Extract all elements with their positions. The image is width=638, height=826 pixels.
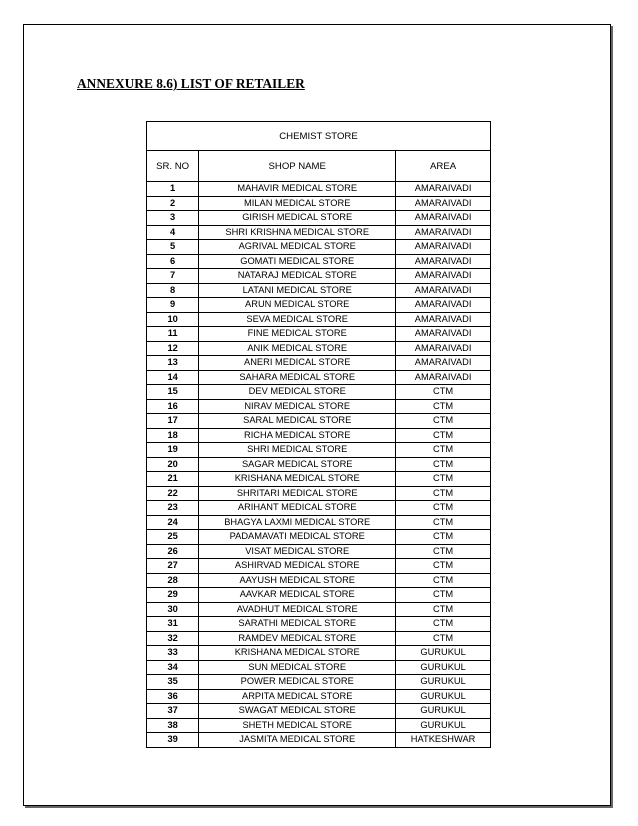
sr-no-cell: 25 bbox=[147, 530, 199, 545]
area-cell: GURUKUL bbox=[396, 660, 491, 675]
table-row bbox=[147, 240, 491, 255]
sr-no-cell: 27 bbox=[147, 559, 199, 574]
area-cell: CTM bbox=[396, 414, 491, 429]
sr-no-cell: 4 bbox=[147, 225, 199, 240]
table-row bbox=[147, 704, 491, 719]
sr-no-cell: 39 bbox=[147, 733, 199, 748]
table-row bbox=[147, 602, 491, 617]
area-cell: AMARAIVADI bbox=[396, 356, 491, 371]
shop-name-cell: SAHARA MEDICAL STORE bbox=[199, 370, 396, 385]
sr-no-cell: 24 bbox=[147, 515, 199, 530]
sr-no-cell: 1 bbox=[147, 182, 199, 197]
table-row bbox=[147, 182, 491, 197]
shop-name-cell: POWER MEDICAL STORE bbox=[199, 675, 396, 690]
shop-name-cell: AVADHUT MEDICAL STORE bbox=[199, 602, 396, 617]
sr-no-cell: 37 bbox=[147, 704, 199, 719]
table-row bbox=[147, 559, 491, 574]
sr-no-cell: 11 bbox=[147, 327, 199, 342]
table-row bbox=[147, 457, 491, 472]
table-header-row bbox=[147, 151, 491, 182]
area-cell: AMARAIVADI bbox=[396, 196, 491, 211]
sr-no-cell: 29 bbox=[147, 588, 199, 603]
table-row bbox=[147, 544, 491, 559]
shop-name-cell: SHRI MEDICAL STORE bbox=[199, 443, 396, 458]
area-cell: AMARAIVADI bbox=[396, 312, 491, 327]
sr-no-cell: 14 bbox=[147, 370, 199, 385]
sr-no-cell: 18 bbox=[147, 428, 199, 443]
sr-no-cell: 3 bbox=[147, 211, 199, 226]
area-cell: AMARAIVADI bbox=[396, 327, 491, 342]
table-row bbox=[147, 588, 491, 603]
sr-no-cell: 8 bbox=[147, 283, 199, 298]
shop-name-cell: SHRITARI MEDICAL STORE bbox=[199, 486, 396, 501]
area-cell: CTM bbox=[396, 385, 491, 400]
shop-name-cell: ARIHANT MEDICAL STORE bbox=[199, 501, 396, 516]
shop-name-cell: NATARAJ MEDICAL STORE bbox=[199, 269, 396, 284]
header-area: AREA bbox=[396, 151, 491, 182]
area-cell: CTM bbox=[396, 617, 491, 632]
table-row bbox=[147, 718, 491, 733]
table-row bbox=[147, 414, 491, 429]
area-cell: CTM bbox=[396, 530, 491, 545]
area-cell: AMARAIVADI bbox=[396, 283, 491, 298]
sr-no-cell: 2 bbox=[147, 196, 199, 211]
shop-name-cell: KRISHANA MEDICAL STORE bbox=[199, 472, 396, 487]
table-row bbox=[147, 501, 491, 516]
table-row bbox=[147, 196, 491, 211]
table-row bbox=[147, 327, 491, 342]
shop-name-cell: JASMITA MEDICAL STORE bbox=[199, 733, 396, 748]
area-cell: AMARAIVADI bbox=[396, 211, 491, 226]
area-cell: CTM bbox=[396, 588, 491, 603]
shop-name-cell: ARPITA MEDICAL STORE bbox=[199, 689, 396, 704]
shop-name-cell: ANIK MEDICAL STORE bbox=[199, 341, 396, 356]
sr-no-cell: 7 bbox=[147, 269, 199, 284]
sr-no-cell: 23 bbox=[147, 501, 199, 516]
table-row bbox=[147, 443, 491, 458]
sr-no-cell: 9 bbox=[147, 298, 199, 313]
header-sr-no: SR. NO bbox=[147, 151, 199, 182]
sr-no-cell: 26 bbox=[147, 544, 199, 559]
area-cell: CTM bbox=[396, 515, 491, 530]
table-row bbox=[147, 341, 491, 356]
header-shop-name: SHOP NAME bbox=[199, 151, 396, 182]
table-row bbox=[147, 385, 491, 400]
sr-no-cell: 32 bbox=[147, 631, 199, 646]
area-cell: CTM bbox=[396, 457, 491, 472]
table-row bbox=[147, 298, 491, 313]
sr-no-cell: 16 bbox=[147, 399, 199, 414]
sr-no-cell: 35 bbox=[147, 675, 199, 690]
shop-name-cell: DEV MEDICAL STORE bbox=[199, 385, 396, 400]
table-row bbox=[147, 646, 491, 661]
table-row bbox=[147, 530, 491, 545]
shop-name-cell: ASHIRVAD MEDICAL STORE bbox=[199, 559, 396, 574]
table-row bbox=[147, 515, 491, 530]
area-cell: CTM bbox=[396, 428, 491, 443]
sr-no-cell: 33 bbox=[147, 646, 199, 661]
table-row bbox=[147, 675, 491, 690]
table-row bbox=[147, 660, 491, 675]
sr-no-cell: 20 bbox=[147, 457, 199, 472]
sr-no-cell: 19 bbox=[147, 443, 199, 458]
table-caption: CHEMIST STORE bbox=[147, 122, 491, 151]
area-cell: CTM bbox=[396, 602, 491, 617]
table-caption-row bbox=[147, 122, 491, 151]
shop-name-cell: GOMATI MEDICAL STORE bbox=[199, 254, 396, 269]
area-cell: AMARAIVADI bbox=[396, 269, 491, 284]
shop-name-cell: SARATHI MEDICAL STORE bbox=[199, 617, 396, 632]
sr-no-cell: 30 bbox=[147, 602, 199, 617]
table-row bbox=[147, 312, 491, 327]
area-cell: AMARAIVADI bbox=[396, 225, 491, 240]
sr-no-cell: 34 bbox=[147, 660, 199, 675]
area-cell: GURUKUL bbox=[396, 675, 491, 690]
sr-no-cell: 6 bbox=[147, 254, 199, 269]
area-cell: CTM bbox=[396, 559, 491, 574]
area-cell: GURUKUL bbox=[396, 718, 491, 733]
shop-name-cell: RICHA MEDICAL STORE bbox=[199, 428, 396, 443]
table-row bbox=[147, 573, 491, 588]
area-cell: AMARAIVADI bbox=[396, 182, 491, 197]
shop-name-cell: NIRAV MEDICAL STORE bbox=[199, 399, 396, 414]
area-cell: AMARAIVADI bbox=[396, 341, 491, 356]
sr-no-cell: 13 bbox=[147, 356, 199, 371]
shop-name-cell: AAYUSH MEDICAL STORE bbox=[199, 573, 396, 588]
area-cell: AMARAIVADI bbox=[396, 240, 491, 255]
area-cell: HATKESHWAR bbox=[396, 733, 491, 748]
table-row bbox=[147, 472, 491, 487]
sr-no-cell: 28 bbox=[147, 573, 199, 588]
table-row bbox=[147, 399, 491, 414]
shop-name-cell: FINE MEDICAL STORE bbox=[199, 327, 396, 342]
table-row bbox=[147, 283, 491, 298]
table-body bbox=[147, 182, 491, 748]
shop-name-cell: SHETH MEDICAL STORE bbox=[199, 718, 396, 733]
area-cell: AMARAIVADI bbox=[396, 298, 491, 313]
shop-name-cell: SHRI KRISHNA MEDICAL STORE bbox=[199, 225, 396, 240]
table-row bbox=[147, 211, 491, 226]
page-title: ANNEXURE 8.6) LIST OF RETAILER bbox=[77, 76, 305, 91]
area-cell: CTM bbox=[396, 573, 491, 588]
shop-name-cell: GIRISH MEDICAL STORE bbox=[199, 211, 396, 226]
area-cell: GURUKUL bbox=[396, 646, 491, 661]
area-cell: CTM bbox=[396, 501, 491, 516]
retailer-table bbox=[146, 121, 491, 748]
shop-name-cell: LATANI MEDICAL STORE bbox=[199, 283, 396, 298]
sr-no-cell: 22 bbox=[147, 486, 199, 501]
sr-no-cell: 5 bbox=[147, 240, 199, 255]
table-row bbox=[147, 631, 491, 646]
shop-name-cell: ARUN MEDICAL STORE bbox=[199, 298, 396, 313]
shop-name-cell: AGRIVAL MEDICAL STORE bbox=[199, 240, 396, 255]
shop-name-cell: VISAT MEDICAL STORE bbox=[199, 544, 396, 559]
shop-name-cell: PADAMAVATI MEDICAL STORE bbox=[199, 530, 396, 545]
area-cell: CTM bbox=[396, 486, 491, 501]
table-row bbox=[147, 617, 491, 632]
sr-no-cell: 10 bbox=[147, 312, 199, 327]
shop-name-cell: SUN MEDICAL STORE bbox=[199, 660, 396, 675]
shop-name-cell: MAHAVIR MEDICAL STORE bbox=[199, 182, 396, 197]
shop-name-cell: AAVKAR MEDICAL STORE bbox=[199, 588, 396, 603]
table-row bbox=[147, 225, 491, 240]
shop-name-cell: SWAGAT MEDICAL STORE bbox=[199, 704, 396, 719]
shop-name-cell: BHAGYA LAXMI MEDICAL STORE bbox=[199, 515, 396, 530]
sr-no-cell: 17 bbox=[147, 414, 199, 429]
area-cell: CTM bbox=[396, 472, 491, 487]
table-row bbox=[147, 733, 491, 748]
area-cell: CTM bbox=[396, 443, 491, 458]
area-cell: AMARAIVADI bbox=[396, 254, 491, 269]
area-cell: CTM bbox=[396, 631, 491, 646]
shop-name-cell: SARAL MEDICAL STORE bbox=[199, 414, 396, 429]
area-cell: GURUKUL bbox=[396, 704, 491, 719]
sr-no-cell: 12 bbox=[147, 341, 199, 356]
shop-name-cell: MILAN MEDICAL STORE bbox=[199, 196, 396, 211]
table-row bbox=[147, 370, 491, 385]
area-cell: GURUKUL bbox=[396, 689, 491, 704]
shop-name-cell: RAMDEV MEDICAL STORE bbox=[199, 631, 396, 646]
table-row bbox=[147, 254, 491, 269]
sr-no-cell: 31 bbox=[147, 617, 199, 632]
table-row bbox=[147, 356, 491, 371]
sr-no-cell: 38 bbox=[147, 718, 199, 733]
area-cell: CTM bbox=[396, 544, 491, 559]
table-row bbox=[147, 486, 491, 501]
table-row bbox=[147, 269, 491, 284]
shop-name-cell: ANERI MEDICAL STORE bbox=[199, 356, 396, 371]
table-row bbox=[147, 689, 491, 704]
sr-no-cell: 21 bbox=[147, 472, 199, 487]
shop-name-cell: SEVA MEDICAL STORE bbox=[199, 312, 396, 327]
area-cell: CTM bbox=[396, 399, 491, 414]
sr-no-cell: 15 bbox=[147, 385, 199, 400]
sr-no-cell: 36 bbox=[147, 689, 199, 704]
area-cell: AMARAIVADI bbox=[396, 370, 491, 385]
table-row bbox=[147, 428, 491, 443]
shop-name-cell: KRISHANA MEDICAL STORE bbox=[199, 646, 396, 661]
shop-name-cell: SAGAR MEDICAL STORE bbox=[199, 457, 396, 472]
